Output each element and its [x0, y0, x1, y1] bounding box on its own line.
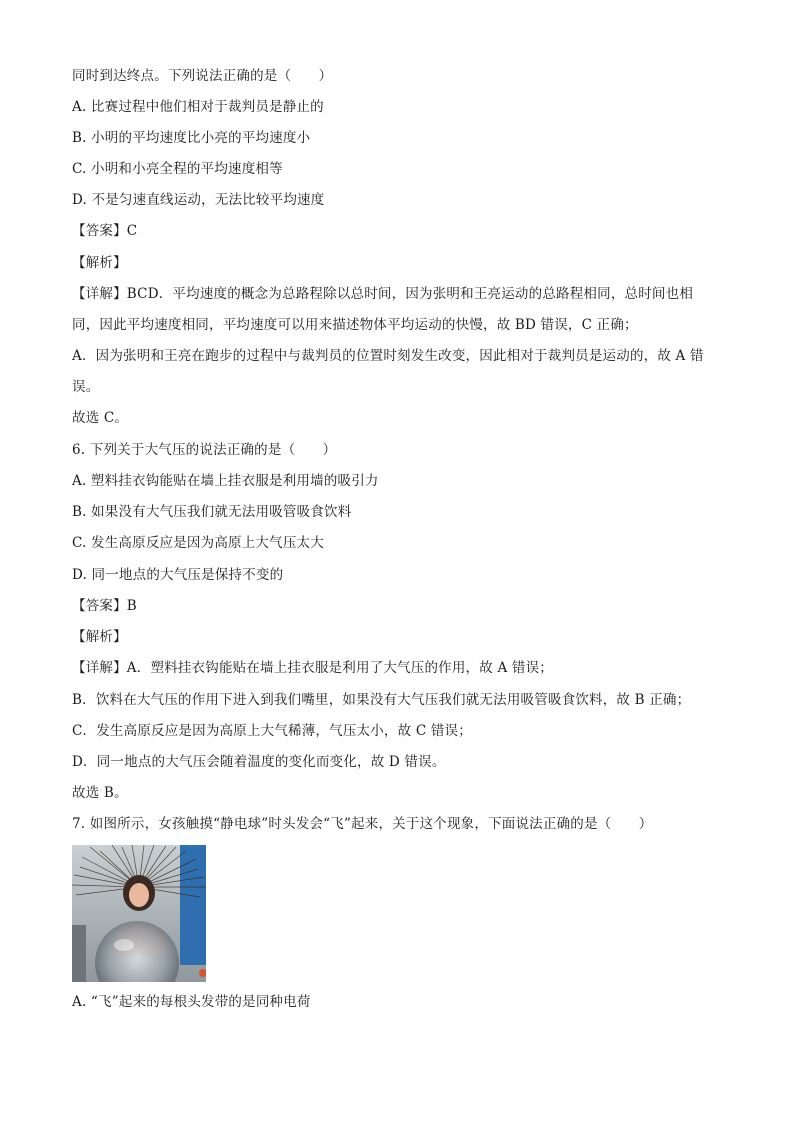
q6-explanation-d: D．同一地点的大气压会随着温度的变化而变化，故 D 错误。 [72, 754, 446, 770]
q6-explanation-b: B．饮料在大气压的作用下进入到我们嘴里，如果没有大气压我们就无法用吸管吸食饮料，故 B 正确； [72, 692, 691, 708]
q6-explanation-c: C．发生高原反应是因为高原上大气稀薄，气压太小，故 C 错误； [72, 723, 472, 739]
q6-conclusion: 故选 B。 [72, 785, 128, 801]
q6-answer: 【答案】B [72, 598, 137, 614]
q5-conclusion: 故选 C。 [72, 410, 129, 426]
q6-option-c: C. 发生高原反应是因为高原上大气压太大 [72, 535, 324, 551]
q6-explanation-a: 【详解】A．塑料挂衣钩能贴在墙上挂衣服是利用了大气压的作用，故 A 错误； [72, 660, 553, 676]
q5-answer: 【答案】C [72, 223, 138, 239]
q7-option-a: A. “飞”起来的每根头发带的是同种电荷 [72, 994, 311, 1010]
question-6-stem: 6. 下列关于大气压的说法正确的是（ ） [72, 442, 337, 458]
q6-option-b: B. 如果没有大气压我们就无法用吸管吸食饮料 [72, 504, 352, 520]
q6-option-a: A. 塑料挂衣钩能贴在墙上挂衣服是利用墙的吸引力 [72, 473, 379, 489]
q5-option-d: D. 不是匀速直线运动，无法比较平均速度 [72, 192, 325, 208]
q5-explanation-line-1: 【详解】BCD．平均速度的概念为总路程除以总时间，因为张明和王亮运动的总路程相同，总时间也相 [72, 286, 694, 302]
q5-explanation-line-2: 同，因此平均速度相同，平均速度可以用来描述物体平均运动的快慢，故 BD 错误，C 正确； [72, 317, 638, 333]
static-electricity-ball-photo [72, 845, 206, 982]
q5-option-a: A. 比赛过程中他们相对于裁判员是静止的 [72, 99, 324, 115]
q6-option-d: D. 同一地点的大气压是保持不变的 [72, 567, 284, 583]
q5-option-c: C. 小明和小亮全程的平均速度相等 [72, 161, 283, 177]
q5-explanation-line-4: 误。 [72, 379, 100, 395]
question-7-stem: 7. 如图所示，女孩触摸“静电球”时头发会“飞”起来，关于这个现象，下面说法正确的是（ ） [72, 816, 653, 832]
q5-option-b: B. 小明的平均速度比小亮的平均速度小 [72, 130, 311, 146]
q6-analysis-heading: 【解析】 [72, 629, 127, 645]
question-5-stem-continued: 同时到达终点。下列说法正确的是（ ） [72, 68, 333, 84]
q5-analysis-heading: 【解析】 [72, 255, 127, 271]
q5-explanation-line-3: A．因为张明和王亮在跑步的过程中与裁判员的位置时刻发生改变，因此相对于裁判员是运动的，故 A 错 [72, 348, 704, 364]
